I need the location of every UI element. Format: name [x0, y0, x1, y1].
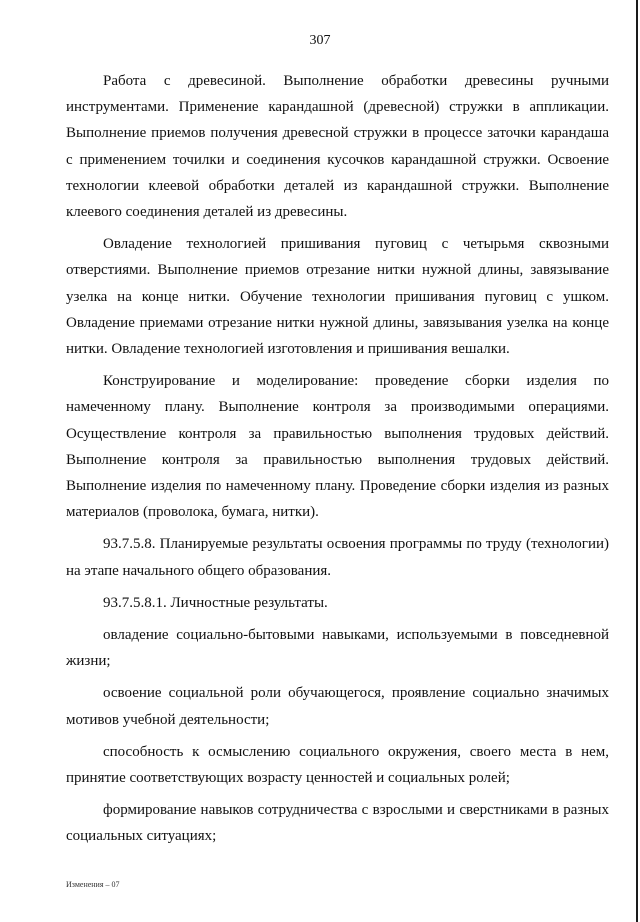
list-item-cooperation: формирование навыков сотрудничества с взрослыми и сверстниками в разных социальных ситуациях;: [66, 802, 609, 845]
list-item-social-role: освоение социальной роли обучающегося, проявление социально значимых мотивов учебной деятельности;: [66, 685, 609, 728]
list-item-social-environment: способность к осмыслению социального окружения, своего места в нем, принятие соответствующих возрасту ценностей и социальных ролей;: [66, 743, 609, 787]
paragraph-buttons: Овладение технологией пришивания пуговиц с четырьмя сквозными отверстиями. Выполнение приемов отрезание нитки нужной длины, завязывание узелка на конце нитки. Обучение технологии пришивания пуговиц с ушком. Овладение приемами отрезание нитки нужной длины, завязывания узелка на конце нитки. Овладение технологией изготовления и пришивания вешалки.: [66, 236, 609, 358]
scan-edge-line: [636, 0, 638, 922]
footer-revision-note: Изменения – 07: [66, 880, 120, 889]
paragraph-woodwork: Работа с древесиной. Выполнение обработки древесины ручными инструментами. Применение карандашной (древесной) стружки в аппликации. Выполнение приемов получения древесной стружки в процессе заточки карандаша с применением точилки и соединения кусочков карандашной стружки. Освоение технологии клеевой обработки деталей из карандашной стружки. Выполнение клеевого соединения деталей из древесины.: [66, 73, 609, 221]
list-item-social-skills: овладение социально-бытовыми навыками, используемыми в повседневной жизни;: [66, 627, 609, 670]
paragraph-section-heading: 93.7.5.8. Планируемые результаты освоения программы по труду (технологии) на этапе начального общего образования.: [66, 536, 609, 579]
document-body: [66, 68, 609, 850]
paragraph-subsection-heading: 93.7.5.8.1. Личностные результаты.: [103, 594, 328, 611]
paragraph-construction: Конструирование и моделирование: проведение сборки изделия по намеченному плану. Выполнение контроля за производимыми операциями. Осуществление контроля за правильностью выполнения трудовых действий. Выполнение контроля за правильностью выполнения трудовых действий. Выполнение изделия по намеченному плану. Проведение сборки изделия из разных материалов (проволока, бумага, нитки).: [66, 373, 609, 521]
page-number: 307: [309, 33, 331, 48]
